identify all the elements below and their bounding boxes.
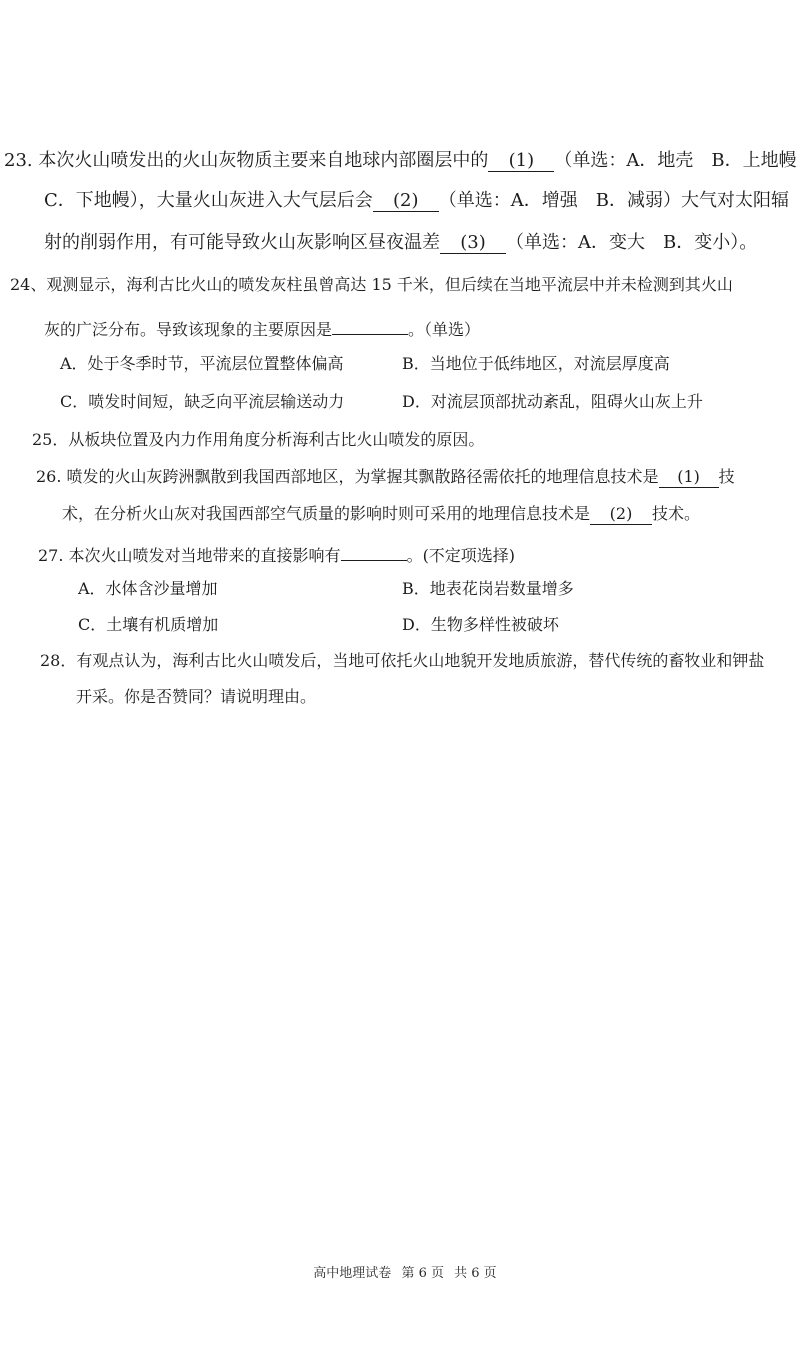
q26-text-1b: 技 <box>718 467 735 486</box>
q23-line-1 <box>4 150 797 172</box>
q27-line <box>38 540 515 567</box>
q26-blank-2[interactable]: (2) <box>590 504 652 525</box>
q25-text: 从板块位置及内力作用角度分析海利古比火山喷发的原因。 <box>68 430 485 449</box>
q25-line <box>32 429 484 451</box>
footer-total: 共 6 页 <box>454 1266 497 1281</box>
q23-text-1b: （单选：A．地壳 B．上地幔 <box>554 150 797 171</box>
q24-blank[interactable] <box>332 314 408 335</box>
q26-text-2b: 技术。 <box>652 504 701 523</box>
q27-blank[interactable] <box>341 540 407 561</box>
q25-number: 25． <box>32 430 69 449</box>
q23-text-3a: 射的削弱作用，有可能导致火山灰影响区昼夜温差 <box>44 232 440 253</box>
q26-line-2 <box>62 503 700 525</box>
q24-option-c: C．喷发时间短，缺乏向平流层输送动力 <box>60 392 345 411</box>
q23-line-2 <box>44 190 789 212</box>
q26-number: 26. <box>36 467 62 486</box>
q28-line-2: 开采。你是否赞同？请说明理由。 <box>76 687 317 706</box>
footer-page: 第 6 页 <box>401 1266 444 1281</box>
q24-number: 24、 <box>10 275 47 294</box>
q24-line-2 <box>44 314 480 341</box>
q27-option-a: A．水体含沙量增加 <box>78 579 218 598</box>
q27-option-d: D．生物多样性被破坏 <box>402 615 559 634</box>
q27-text-a: 本次火山喷发对当地带来的直接影响有 <box>68 546 341 565</box>
q24-text-2b: 。（单选） <box>408 320 481 339</box>
q26-text-2a: 术，在分析火山灰对我国西部空气质量的影响时则可采用的地理信息技术是 <box>62 504 591 523</box>
q23-text-2a: C．下地幔），大量火山灰进入大气层后会 <box>44 190 373 211</box>
q24-text-1: 观测显示，海利古比火山的喷发灰柱虽曾高达 15 千米，但后续在当地平流层中并未检测到其火山 <box>46 275 733 294</box>
q23-line-3 <box>44 232 757 254</box>
q27-option-b: B．地表花岗岩数量增多 <box>402 579 574 598</box>
q24-option-a: A．处于冬季时节，平流层位置整体偏高 <box>60 354 344 373</box>
q24-line-1 <box>10 274 733 296</box>
q27-number: 27. <box>38 546 64 565</box>
q26-text-1a: 喷发的火山灰跨洲飘散到我国西部地区，为掌握其飘散路径需依托的地理信息技术是 <box>66 467 659 486</box>
q27-text-b: 。(不定项选择) <box>406 546 516 565</box>
q26-line-1 <box>36 466 735 488</box>
q24-option-d: D．对流层顶部扰动紊乱，阻碍火山灰上升 <box>402 392 703 411</box>
q23-blank-3[interactable]: (3) <box>440 233 506 254</box>
q23-number: 23. <box>4 150 33 171</box>
q23-blank-1[interactable]: (1) <box>488 151 554 172</box>
q28-text-1: 有观点认为，海利古比火山喷发后，当地可依托火山地貌开发地质旅游，替代传统的畜牧业和钾盐 <box>76 651 765 670</box>
q28-number: 28． <box>40 651 77 670</box>
q23-blank-2[interactable]: (2) <box>373 191 439 212</box>
q23-text-3b: （单选：A．变大 B．变小）。 <box>506 232 758 253</box>
q23-text-2b: （单选：A．增强 B．减弱）大气对太阳辐 <box>438 190 790 211</box>
q24-option-b: B．当地位于低纬地区，对流层厚度高 <box>402 354 670 373</box>
q27-option-c: C．土壤有机质增加 <box>78 615 219 634</box>
page-footer <box>0 1262 810 1281</box>
footer-subject: 高中地理试卷 <box>313 1266 392 1281</box>
q23-text-1a: 本次火山喷发出的火山灰物质主要来自地球内部圈层中的 <box>38 150 489 171</box>
q28-line-1 <box>40 650 764 672</box>
q24-text-2a: 灰的广泛分布。导致该现象的主要原因是 <box>44 320 333 339</box>
q26-blank-1[interactable]: (1) <box>659 467 719 488</box>
